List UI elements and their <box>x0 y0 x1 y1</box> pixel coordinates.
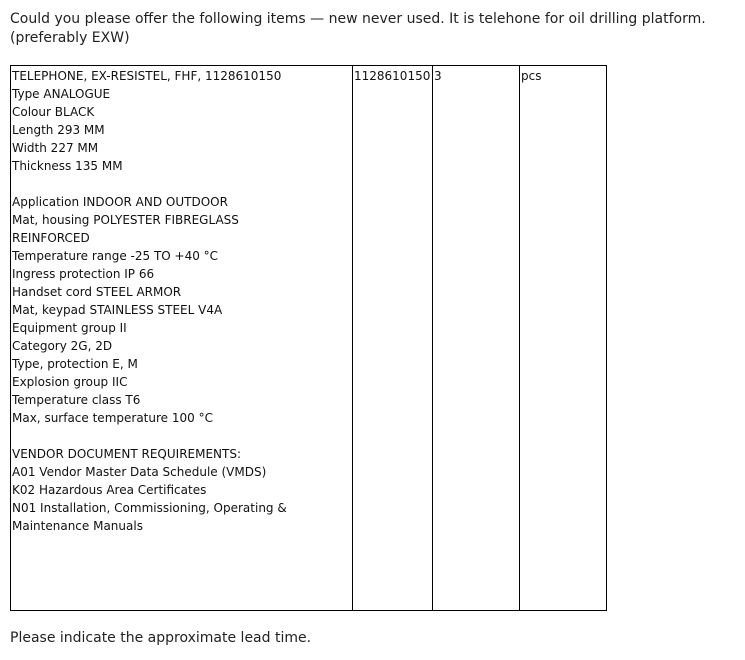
description-line: Category 2G, 2D <box>12 339 113 353</box>
blank-line <box>12 427 352 445</box>
lead-time-request: Please indicate the approximate lead time. <box>10 630 312 646</box>
quantity-cell: 3 <box>433 66 520 611</box>
table-row <box>11 66 607 611</box>
description-line: Temperature class T6 <box>12 393 141 407</box>
intro-line-terms: (preferably EXW) <box>10 30 130 46</box>
description-line: Equipment group II <box>12 321 127 335</box>
item-description-cell <box>11 66 353 611</box>
description-line: Length 293 MM <box>12 123 105 137</box>
description-line: Max, surface temperature 100 °C <box>12 411 213 425</box>
description-line: Mat, keypad STAINLESS STEEL V4A <box>12 303 223 317</box>
description-line: VENDOR DOCUMENT REQUIREMENTS: <box>12 447 242 461</box>
description-line: Maintenance Manuals <box>12 519 143 533</box>
description-line: Colour BLACK <box>12 105 95 119</box>
blank-line <box>12 175 352 193</box>
description-line: Explosion group IIC <box>12 375 128 389</box>
intro-line-request: Could you please offer the following items — new never used. It is telehone for oil drilling platform. <box>10 11 706 27</box>
description-line: K02 Hazardous Area Certificates <box>12 483 207 497</box>
description-line: Type ANALOGUE <box>12 87 111 101</box>
description-line: N01 Installation, Commissioning, Operating & <box>12 501 287 515</box>
description-line: Type, protection E, M <box>12 357 138 371</box>
description-line: REINFORCED <box>12 231 90 245</box>
items-table <box>10 65 607 611</box>
description-line: Ingress protection IP 66 <box>12 267 155 281</box>
description-line: Handset cord STEEL ARMOR <box>12 285 182 299</box>
part-number-cell: 1128610150 <box>353 66 433 611</box>
description-line: A01 Vendor Master Data Schedule (VMDS) <box>12 465 267 479</box>
description-line: Mat, housing POLYESTER FIBREGLASS <box>12 213 239 227</box>
description-line: TELEPHONE, EX-RESISTEL, FHF, 1128610150 <box>12 69 282 83</box>
description-line: Application INDOOR AND OUTDOOR <box>12 195 228 209</box>
unit-cell: pcs <box>520 66 607 611</box>
description-line: Width 227 MM <box>12 141 99 155</box>
description-line: Thickness 135 MM <box>12 159 123 173</box>
description-line: Temperature range -25 TO +40 °C <box>12 249 219 263</box>
intro-text <box>10 10 730 48</box>
